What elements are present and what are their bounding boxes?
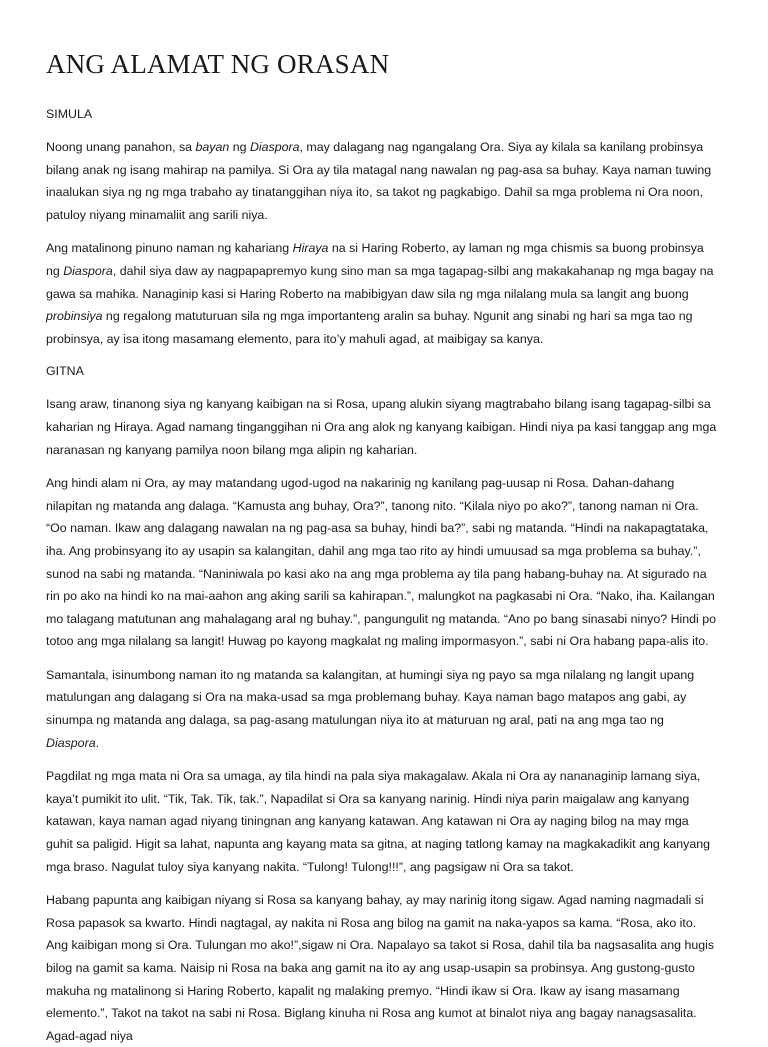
section-heading-gitna: GITNA [46,364,84,379]
paragraph-2-text: Ang matalinong pinuno naman ng kahariang [46,241,293,256]
paragraph-2-italic: Diaspora [63,263,113,278]
paragraph-2-italic: probinsiya [46,309,103,324]
paragraph-2-text: na si Haring Roberto, ay laman ng mga chismis sa buong probinsya ng [46,241,704,278]
paragraph-5-italic: Diaspora [46,735,96,750]
paragraph-2-text: ng regalong matuturuan sila ng mga importanteng aralin sa buhay. Ngunit ang sinabi ng hari sa mga tao ng probinsya, ay isa itong masamang elemento, para ito’y mahuli agad, at maibigay sa kanya. [46,309,693,346]
section-heading-simula: SIMULA [46,107,93,121]
document-title: ANG ALAMAT NG ORASAN [46,49,390,79]
paragraph-1 [46,136,718,226]
paragraph-1-text: ng [229,140,250,154]
paragraph-1-text: Noong unang panahon, sa [46,140,196,154]
paragraph-5 [46,664,718,754]
paragraph-1-italic: bayan [195,140,230,154]
paragraph-4: Ang hindi alam ni Ora, ay may matandang ugod-ugod na nakarinig ng kanilang pag-uusap ni Rosa. Dahan-dahang nilapitan ng matanda ang dalaga. “Kamusta ang buhay, Ora?”, tanong nito. “Kilala niyo po ako?”, tanong naman ni Ora. “Oo naman. Ikaw ang dalagang nawalan na ng pag-asa sa buhay, hindi ba?”, sabi ng matanda. “Hindi na nakapagtataka, iha. Ang probinsyang ito ay usapin sa kalangitan, dahil ang mga tao rito ay hindi umuusad sa mga problema sa buhay.”, sunod na sabi ng matanda. “Naniniwala po kasi ako na ang mga problema ay tila pang habang-buhay na. At sigurado na rin po ako na hindi ko na mai-aahon ang aking sarili sa kahirapan.”, malungkot na pagkasabi ni Ora. “Nako, iha. Kailangan mo talagang matutunan ang mahalagang aral ng buhay.”, pangungulit ng matanda. “Ano po bang sinasabi ninyo? Hindi po totoo ang mga nilalang sa langit! Huwag po kayong magkalat ng maling impormasyon.”, sabi ni Ora habang papa-alis ito. [46,476,717,649]
paragraph-2 [46,237,718,350]
paragraph-5-text: Samantala, isinumbong naman ito ng matanda sa kalangitan, at humingi siya ng payo sa mga nilalang ng langit upang matulungan ang dalagang si Ora na maka-usad sa mga problemang buhay. Kaya naman bago matapos ang gabi, ay sinumpa ng matanda ang dalaga, sa pag-asang matulungan niya ito at maturuan ng aral, pati na ang mga tao ng [46,667,695,728]
paragraph-2-italic: Hiraya [292,241,329,256]
paragraph-3: Isang araw, tinanong siya ng kanyang kaibigan na si Rosa, upang alukin siyang magtrabaho bilang isang tagapag-silbi sa kaharian ng Hiraya. Agad namang tinganggihan ni Ora ang alok ng kanyang kaibigan. Hindi niya pa kasi tanggap ang mga naranasan ng kanyang pamilya noon bilang mga alipin ng kaharian. [46,397,717,457]
paragraph-2-text: , dahil siya daw ay nagpapapremyo kung sino man sa mga tagapag-silbi ang makakahanap ng mga bagay na gawa sa mahika. Nanaginip kasi si Haring Roberto na mabibigyan daw sila ng mga nilalang mula sa langit ang buong [46,263,714,301]
paragraph-1-italic: Diaspora [249,140,300,154]
paragraph-1-text: , may dalagang nag ngangalang Ora. Siya ay kilala sa kanilang probinsya bilang anak ng isang mahirap na pamilya. Si Ora ay tila matagal nang nawalan ng pag-asa sa buhay. Kaya naman tuwing inaalukan siya ng ng mga trabaho ay tinatanggihan niya ito, sa takot ng pagkabigo. Dahil sa mga problema ni Ora noon, patuloy niyang minamaliit ang sarili niya. [46,140,712,222]
paragraph-5-text: . [95,735,100,750]
paragraph-6: Pagdilat ng mga mata ni Ora sa umaga, ay tila hindi na pala siya makagalaw. Akala ni Ora ay nananaginip lamang siya, kaya’t pumikit ito ulit. “Tik, Tak. Tik, tak.”, Napadilat si Ora sa kanyang narinig. Hindi niya parin maigalaw ang kanyang katawan, kaya naman agad niyang tiningnan ang kanyang katawan. Ang katawan ni Ora ay naging bilog na may mga guhit sa paligid. Higit sa lahat, napunta ang kayang mata sa gitna, at naging tatlong kamay na magkakadikit ang kanyang mga braso. Nagulat tuloy siya kanyang nakita. “Tulong! Tulong!!!”, ang pagsigaw ni Ora sa takot. [46,769,711,874]
paragraph-7: Habang papunta ang kaibigan niyang si Rosa sa kanyang bahay, ay may narinig itong sigaw. Agad naming nagmadali si Rosa papasok sa kwarto. Hindi nagtagal, ay nakita ni Rosa ang bilog na gamit na naka-yapos sa kama. “Rosa, ako ito. Ang kaibigan mong si Ora. Tulungan mo ako!”,sigaw ni Ora. Napalayo sa takot si Rosa, dahil tila ba nagsasalita ang hugis bilog na gamit sa kama. Naisip ni Rosa na baka ang gamit na ito ay ang usap-usapin sa probinsya. Ang gustong-gusto makuha ng matalinong si Haring Roberto, kapalit ng malaking premyo. “Hindi ikaw si Ora. Ikaw ay isang masamang elemento.”, Takot na takot na sabi ni Rosa. Biglang kinuha ni Rosa ang kumot at binalot niya ang bagay nanagsasalita. Agad-agad niya [46,893,715,1043]
